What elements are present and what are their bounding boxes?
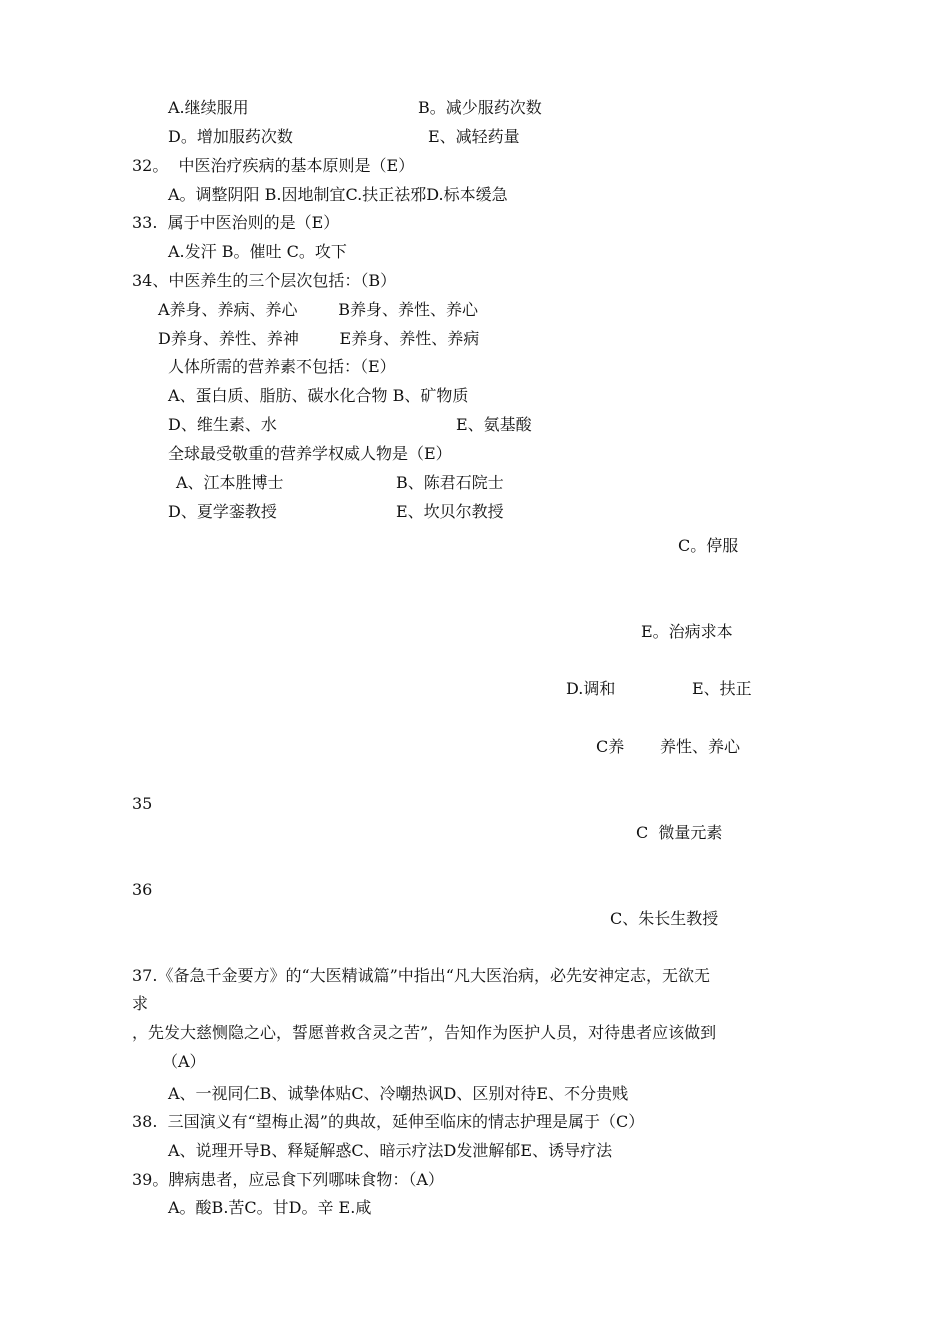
q35-option-c: C 微量元素: [636, 823, 723, 842]
q33-stem: 33. 属于中医治则的是（E）: [132, 213, 340, 232]
q33-options: A.发汗 B。催吐 C。攻下: [168, 242, 347, 261]
q36-option-c: C、朱长生教授: [610, 909, 719, 928]
q33-option-d: D.调和: [566, 679, 616, 698]
q37-stem-line-2: 求: [132, 994, 149, 1013]
q37-options: A、一视同仁B、诚挚体贴C、冷嘲热讽D、区别对待E、不分贵贱: [168, 1084, 629, 1103]
q32-option-e: E。治病求本: [641, 622, 733, 641]
q35-option-e: E、氨基酸: [456, 415, 532, 434]
q33-option-e: E、扶正: [692, 679, 752, 698]
q31-option-b: B。减少服药次数: [418, 98, 542, 117]
q34-stem: 34、中医养生的三个层次包括：（B）: [132, 271, 397, 290]
q34-options-row-2: D养身、养性、养神 E养身、养性、养病: [158, 329, 480, 348]
q37-stem-line-3: ，先发大慈恻隐之心，誓愿普救含灵之苦”，告知作为医护人员，对待患者应该做到: [132, 1023, 717, 1042]
q34-options-row-1: A养身、养病、养心 B养身、养性、养心: [158, 300, 479, 319]
q32-stem: 32。 中医治疗疾病的基本原则是（E）: [132, 156, 415, 175]
q38-options: A、说理开导B、释疑解惑C、暗示疗法D发泄解郁E、诱导疗法: [168, 1141, 613, 1160]
q35-option-d: D、维生素、水: [168, 415, 277, 434]
q37-answer: （A）: [162, 1052, 206, 1071]
q31-option-d: D。增加服药次数: [168, 127, 293, 146]
q32-options: A。调整阴阳 B.因地制宜C.扶正祛邪D.标本缓急: [168, 185, 508, 204]
q37-stem-line-1: 37.《备急千金要方》的“大医精诚篇”中指出“凡大医治病，必先安神定志，无欲无: [132, 966, 710, 985]
q39-options: A。酸B.苦C。甘D。辛 E.咸: [168, 1198, 372, 1217]
q34-option-c-rest: 养性、养心: [660, 737, 741, 756]
q31-option-a: A.继续服用: [168, 98, 249, 117]
q36-option-e: E、坎贝尔教授: [396, 502, 504, 521]
q39-stem: 39。脾病患者，应忌食下列哪味食物：（A）: [132, 1170, 444, 1189]
q35-stem: 人体所需的营养素不包括：（E）: [168, 357, 396, 376]
q31-option-e: E、减轻药量: [428, 127, 520, 146]
q38-stem: 38. 三国演义有“望梅止渴”的典故，延伸至临床的情志护理是属于（C）: [132, 1112, 645, 1131]
q34-option-c-prefix: C养: [596, 737, 625, 756]
q36-stem: 全球最受敬重的营养学权威人物是（E）: [168, 444, 452, 463]
q36-option-b: B、陈君石院士: [396, 473, 504, 492]
q35-number: 35: [132, 794, 153, 813]
q36-option-d: D、夏学銮教授: [168, 502, 277, 521]
q31-option-c: C。停服: [678, 536, 739, 555]
q36-option-a: A、江本胜博士: [176, 473, 284, 492]
q35-options-row-1: A、蛋白质、脂肪、碳水化合物 B、矿物质: [168, 386, 469, 405]
q36-number: 36: [132, 880, 153, 899]
